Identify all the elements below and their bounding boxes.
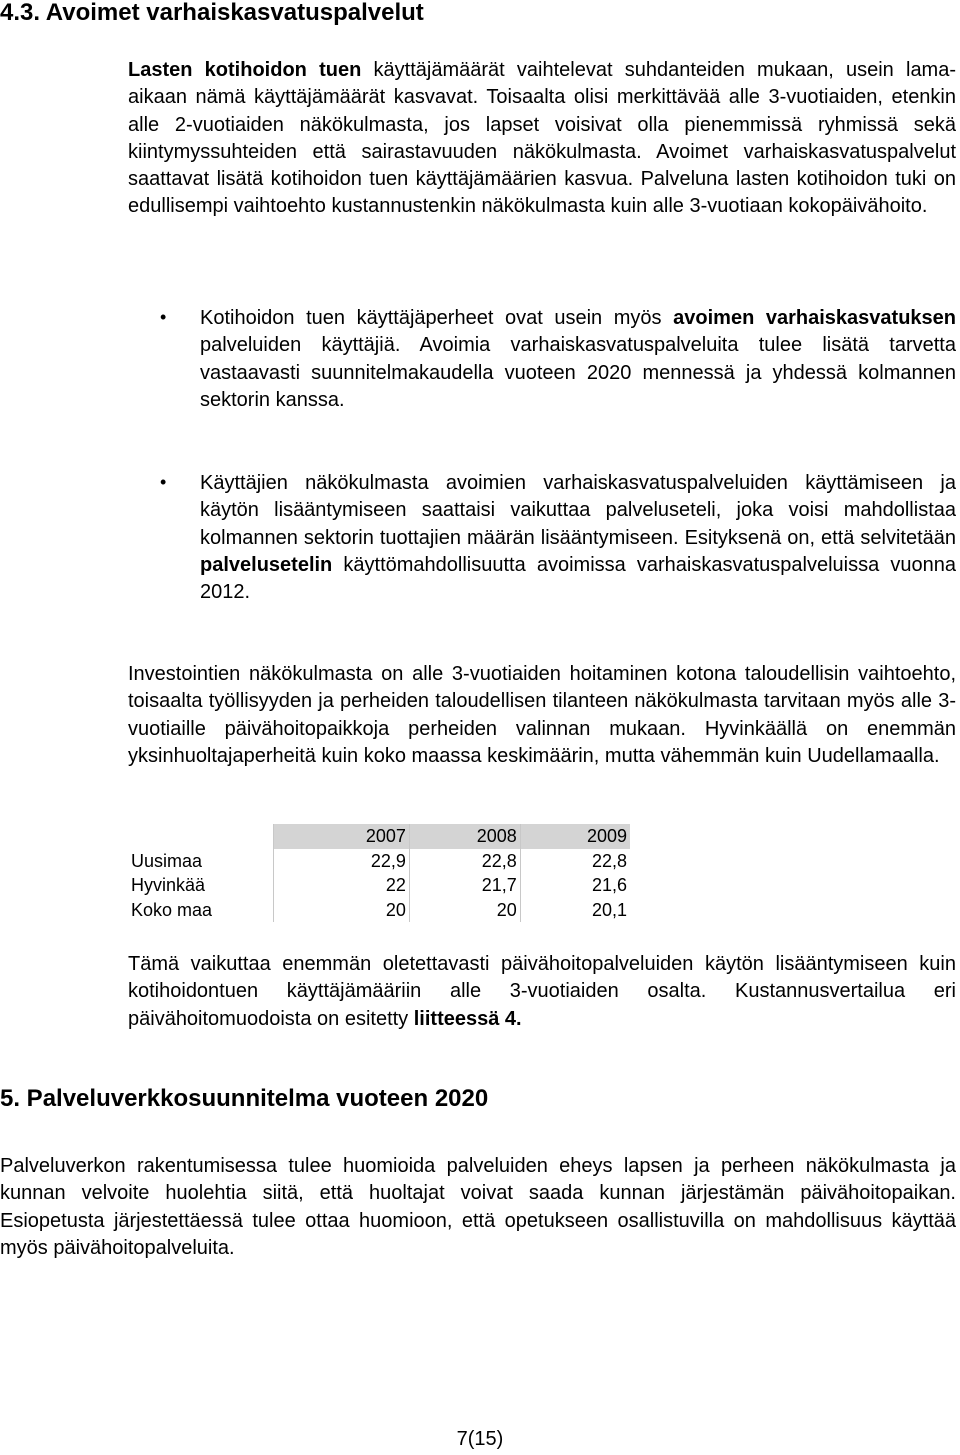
table-cell: 22 bbox=[274, 873, 410, 898]
bullet-1-bold: avoimen varhaiskasvatuksen bbox=[673, 307, 956, 329]
bullet-1-text-after: palveluiden käyttäjiä. Avoimia varhaiskasvatuspalveluita tulee lisätä tarvetta vastaavasti suunnitelmakaudella vuoteen 2020 mennessä ja yhdessä kolmannen sektorin kanssa. bbox=[200, 334, 956, 411]
table-header-year: 2007 bbox=[274, 824, 410, 849]
bullet-icon: • bbox=[160, 472, 167, 492]
table-cell: 22,8 bbox=[409, 849, 520, 874]
table-cell: 22,8 bbox=[591, 850, 627, 871]
table-row-name: Uusimaa bbox=[128, 849, 274, 874]
section-heading-5: 5. Palveluverkkosuunnitelma vuoteen 2020 bbox=[0, 1085, 489, 1112]
table-row bbox=[128, 873, 630, 898]
bullet-paragraph-1 bbox=[200, 305, 956, 414]
bullet-1-text-before: Kotihoidon tuen käyttäjäperheet ovat usein myös bbox=[200, 307, 674, 329]
effect-text: Tämä vaikuttaa enemmän oletettavasti päivähoitopalveluiden käytön lisääntymiseen kuin kotihoidontuen käyttäjämääriin alle 3-vuotiaiden osalta. Kustannusvertailua eri päivähoitomuodoista on esitetty bbox=[128, 953, 956, 1030]
bullet-2-text-after: käyttömahdollisuutta avoimissa varhaiskasvatuspalveluissa vuonna 2012. bbox=[200, 553, 956, 604]
intro-bold-lead: Lasten kotihoidon tuen bbox=[128, 59, 362, 81]
effect-bold-reference: liitteessä 4. bbox=[413, 1007, 522, 1030]
table-header-year: 2009 bbox=[520, 824, 630, 849]
bullet-paragraph-2 bbox=[200, 470, 956, 606]
investment-paragraph: Investointien näkökulmasta on alle 3-vuotiaiden hoitaminen kotona taloudellisin vaihtoehto, toisaalta työllisyyden ja perheiden taloudellisen tilanteen näkökulmasta tarvitaan myös alle 3-vuotiaille päivähoitopaikkoja perheiden valinnan mukaan. Hyvinkäällä on enemmän yksinhuoltajaperheitä kuin koko maassa keskimäärin, mutta vähemmän kuin Uudellamaalla. bbox=[128, 663, 956, 767]
table-row-name: Koko maa bbox=[128, 898, 274, 923]
bullet-2-text-before: Käyttäjien näkökulmasta avoimien varhaiskasvatuspalveluiden käyttämiseen ja käytön lisääntymiseen saattaisi vaikuttaa palveluseteli, joka voisi mahdollistaa kolmannen sektorin tuottajien määrän lisääntymiseen. Esityksenä on, että selvitetään bbox=[200, 472, 956, 549]
table-cell: 21,6 bbox=[591, 875, 627, 895]
table-cell: 20 bbox=[274, 898, 410, 923]
intro-paragraph bbox=[128, 57, 956, 221]
intro-text: käyttäjämäärät vaihtelevat suhdanteiden mukaan, usein lama-aikaan nämä käyttäjämäärät kasvavat. Toisaalta olisi merkittävää alle 3-vuotiaiden, etenkin alle 2-vuotiaiden näkökulmasta, jos lapset voisivat olla pienemmissä ryhmissä sekä kiintymyssuhteiden että sairastavuuden näkökulmasta. Avoimet varhaiskasvatuspalvelut saattavat lisätä kotihoidon tuen käyttäjämäärien kasvua. Palveluna lasten kotihoidon tuki on edullisempi vaihtoehto kustannustenkin näkökulmasta kuin alle 3-vuotiaan kokopäivähoito. bbox=[128, 59, 957, 218]
bullet-icon: • bbox=[160, 307, 167, 327]
service-network-paragraph: Palveluverkon rakentumisessa tulee huomioida palveluiden eheys lapsen ja perheen näkökulmasta ja kunnan velvoite huolehtia siitä, että huoltajat voivat saada kunnan järjestämän päivähoitopaikan. Esiopetusta järjestettäessä tulee ottaa huomioon, että opetukseen osallistuvilla on mahdollisuus käyttää myös päivähoitopalveluita. bbox=[0, 1155, 956, 1259]
effect-paragraph bbox=[128, 951, 956, 1033]
table-cell: 22,9 bbox=[274, 849, 410, 874]
table-header-empty-cell bbox=[128, 824, 274, 849]
table-row-name: Hyvinkää bbox=[128, 873, 274, 898]
page-number: 7(15) bbox=[456, 1428, 504, 1450]
table-cell: 21,7 bbox=[409, 873, 520, 898]
statistics-table bbox=[128, 824, 630, 922]
table-header-row bbox=[128, 824, 630, 849]
table-row bbox=[128, 898, 630, 923]
table-row bbox=[128, 849, 630, 874]
table-header-year: 2008 bbox=[409, 824, 520, 849]
table-cell: 20 bbox=[409, 898, 520, 923]
bullet-2-bold: palvelusetelin bbox=[200, 553, 333, 576]
table-cell: 20,1 bbox=[591, 899, 627, 920]
section-heading-4-3: 4.3. Avoimet varhaiskasvatuspalvelut bbox=[0, 0, 424, 26]
